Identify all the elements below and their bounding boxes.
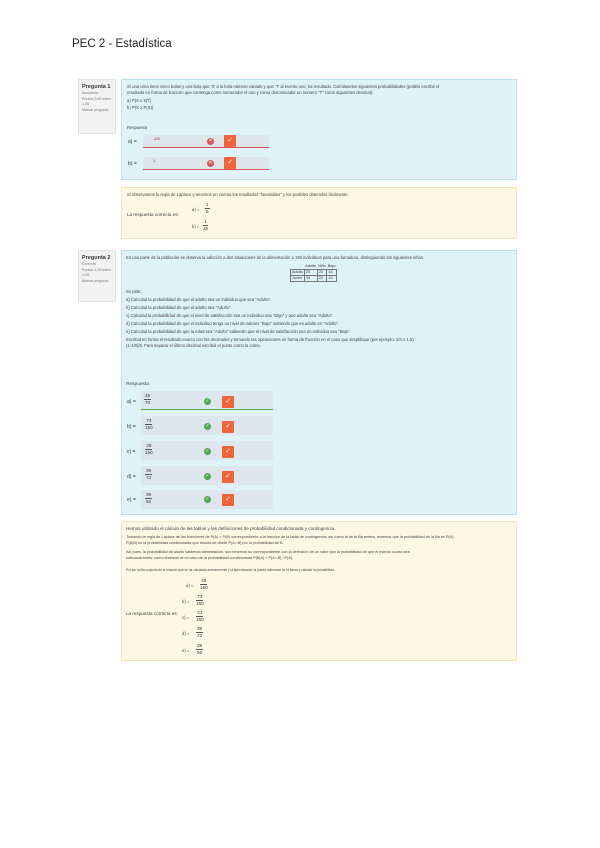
respuesta-label: Respuesta <box>127 125 148 130</box>
feedback-heading: Hemos utilizado el cálculo de las tablas y las definiciones de probabilidad condicionada y contingencia. <box>126 526 336 531</box>
question-1-feedback <box>121 187 517 239</box>
correct-answer-label: a) = <box>186 583 194 588</box>
fraction: $\frac{73}{150}$ <box>196 594 204 606</box>
table-header: Adulto <box>305 264 317 268</box>
table-header: Bajo <box>327 264 336 268</box>
feedback-line: subcondiciones: como tenemos en el caso de la probabilidad condicionada P(B|A) = P(A∩B) / P(A). <box>126 556 294 560</box>
sub-question: b) Calculad la probabilidad de que el adulto sea "Adulto". <box>126 305 232 310</box>
answer-label: d) = <box>127 474 136 480</box>
answer-flag-button[interactable]: ✓ <box>222 446 234 458</box>
correct-answer-label: a) = <box>192 207 200 212</box>
correct-icon: ✓ <box>205 448 210 454</box>
incorrect-icon: ✕ <box>208 138 213 144</box>
question-2-content <box>121 250 517 515</box>
question-status: Correcta <box>82 262 96 266</box>
fraction: $\frac{39}{150}$ <box>145 443 153 455</box>
correct-answer-label: c) = <box>182 615 190 620</box>
feedback-line: Así pues, la probabilidad de adulto sabiendo alimentación, son tenemos su correspondiente con la definición de un valor que la probabilidad de que el evento ocurra sea <box>126 550 410 554</box>
answer-flag-button[interactable]: ✓ <box>224 135 236 147</box>
question-number: Pregunta 1 <box>82 84 111 90</box>
correct-icon: ✓ <box>205 496 210 502</box>
sub-question: c) Calculad la probabilidad de que el nivel de satisfacción sea un individuo sea "Bajo" y que adulto sea "Adulto". <box>126 313 334 318</box>
question-item: a) P(S ≤ 5|T) <box>127 98 151 103</box>
correct-answer-label: La respuesta correcta es: <box>127 212 179 217</box>
fraction: $\frac{45}{150}$ <box>200 578 208 590</box>
answer-flag-button[interactable]: ✓ <box>224 157 236 169</box>
answer-flag-button[interactable]: ✓ <box>222 421 234 433</box>
respuesta-label: Respuesta <box>126 382 149 387</box>
question-score: Puntúa 0,00 sobre 1,00 <box>82 96 112 106</box>
correct-icon: ✓ <box>205 473 210 479</box>
instructions: (1-1/6)/8. Para separar el último decimal escribid el punto como la coma. <box>126 343 261 348</box>
sub-question: d) Calculad la probabilidad de que el individuo tenga un nivel de valores "Bajo" sabiendo que es adulto es "Adulto". <box>126 321 340 326</box>
answer-input[interactable] <box>143 157 269 170</box>
page-title: PEC 2 - Estadística <box>72 38 172 50</box>
question-1-content <box>121 79 517 180</box>
answer-label: a) = <box>128 139 137 145</box>
fraction: $\frac{21}{150}$ <box>196 610 204 622</box>
table-header: Niño <box>318 264 326 268</box>
question-statement-line: Sí una urna tiene cinco bolas y una bola que 'S' a la bola número variado y que 'T' al evento uno, ha resultado. Calcúlaselas siguientes probabilidades (podéis escribir el <box>127 84 440 89</box>
table-row: Joven 33 23 15 <box>291 276 337 282</box>
feedback-line: P(A|B) es la probabilidad condicionada que resulta de dividir P(A∩B) por la probabilidad de B. <box>126 541 284 545</box>
fraction: $\frac{73}{150}$ <box>145 418 153 430</box>
answer-label: c) = <box>127 449 136 455</box>
fraction: $\frac{45}{70}$ <box>145 393 151 405</box>
answer-flag-button[interactable]: ✓ <box>222 471 234 483</box>
correct-answer-label: e) = <box>182 648 190 653</box>
fraction: $\frac{39}{73}$ <box>197 626 203 638</box>
flag-question-link[interactable]: Marcar pregunta <box>82 278 109 283</box>
correct-answer-label: b) = <box>192 224 200 229</box>
correct-answer-label: b) = <box>182 599 190 604</box>
instructions: Escribid en forma el resultado exacto con los decimales y tomando las operaciones en forma de fracción en el caso que simplifique (por ejemplo: 3/4 o 1,5) <box>126 337 414 342</box>
question-statement: En una parte de la población se observa la adicción a dos situaciones de la alimentación a 150 individuos para una fumadora, distinguiendo los siguientes niños. <box>126 255 425 260</box>
incorrect-icon: ✕ <box>208 160 213 166</box>
question-score: Puntúa 1,00 sobre 1,00 <box>82 267 112 277</box>
answer-label: b) = <box>128 161 137 167</box>
answer-flag-button[interactable]: ✓ <box>222 494 234 506</box>
fraction: $\frac{39}{73}$ <box>146 468 152 480</box>
feedback-line: Por ser la fila conjunta de la relación que se ha calculado anteriormente y la aproximación la puede obtenerse de la forma y calcular la probabilidad. <box>126 568 335 572</box>
answer-value: -1/5 <box>153 136 160 141</box>
correct-icon: ✓ <box>205 423 210 429</box>
correct-answer-label: d) = <box>182 631 190 636</box>
question-1-info <box>78 79 116 134</box>
question-statement-line: resultado en forma de fracción que contenga como numerador el uno y como denominador un número "T" como siguientes decimal): <box>127 90 374 95</box>
answer-label: e) = <box>127 497 136 503</box>
table-row: Adulto 20 25 34 <box>291 270 337 276</box>
contingency-table <box>290 264 337 282</box>
correct-icon: ✓ <box>205 398 210 404</box>
feedback-text: Si observamos la regla de Laplace y tenemos en cuenta los resultados "favorables" y los posibles obtenidos fácilmente: <box>127 192 349 197</box>
answer-label: b) = <box>127 424 136 430</box>
answer-input[interactable] <box>143 135 269 148</box>
fraction: $\frac{1}{5}$ <box>206 202 209 214</box>
answer-label: a) = <box>127 399 136 405</box>
sub-question: a) Calculad la probabilidad de que el adulto sea un individuo que sea "Adulto". <box>126 297 272 302</box>
question-status: Incorrecta <box>82 91 98 95</box>
sub-question: e) Calculad la probabilidad de que la edad sea "Adulto" sabiendo que el nivel de satisfacción sea un individuo sea "Bajo". <box>126 329 351 334</box>
answer-flag-button[interactable]: ✓ <box>222 396 234 408</box>
fraction: $\frac{39}{56}$ <box>146 492 152 504</box>
question-item: b) P(S ≥ P(S)) <box>127 105 154 110</box>
flag-question-link[interactable]: Marcar pregunta <box>82 107 109 112</box>
se-pide-label: Se pide: <box>126 289 142 294</box>
correct-answer-label: La respuesta correcta es: <box>126 611 178 616</box>
question-2-info <box>78 250 116 302</box>
fraction: $\frac{39}{56}$ <box>197 643 203 655</box>
question-number: Pregunta 2 <box>82 255 111 261</box>
fraction: $\frac{1}{25}$ <box>203 219 209 231</box>
answer-value: 1 <box>153 158 156 163</box>
feedback-line: Tomando la regla de Laplace de las fracciones de P(A) = P(B) correspondiente a la fracción de la tabla de contingencia, así como la de la fila entera, tenemos que la probabilidad de la fila es P(A). <box>126 535 455 539</box>
question-2-feedback <box>121 521 517 661</box>
